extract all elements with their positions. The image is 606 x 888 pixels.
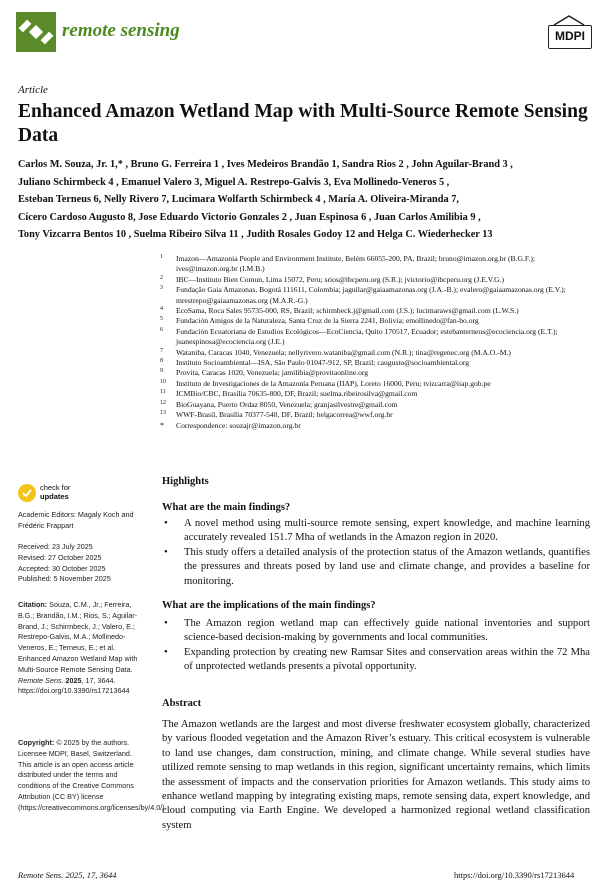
author-list [18, 156, 598, 244]
article-title: Enhanced Amazon Wetland Map with Multi-Source Remote Sensing Data [18, 101, 588, 146]
affiliations [160, 254, 592, 431]
affiliation: 9 Provita, Caracas 1020, Venezuela; jamilibia@provitaonline.org [160, 368, 369, 378]
accepted-date: Accepted: 30 October 2025 [18, 563, 106, 573]
highlights-q2: What are the implications of the main findings? [162, 600, 376, 611]
list-item: • Expanding protection by creating new Ramsar Sites and conservation areas within the 72 Mha of unprotected wetlands presents a pivotal opportunity. [162, 646, 590, 675]
affiliation: 2 IBC—Instituto Bien Comun, Lima 15072, Peru; srios@ibcperu.org (S.R.); jvictorio@ibcperu.org (J.E.V.G.) [160, 274, 505, 284]
citation-text: Souza, C.M., Jr.; Ferreira, B.G.; Brandão, I.M.; Rios, S.; Aguilar-Brand, J.; Schirmbeck, J.; Valero, E.; Restrepo-Galvis, M.A.; Mollinedo-Veneros, E.; Terneus, E.; et al. Enhanced Amazon Wetland Map with Multi-Source Remote Sensing Data. [18, 600, 138, 674]
journal-logo [16, 12, 56, 52]
copyright [18, 738, 167, 814]
check-updates-label-strong: updates [40, 491, 69, 501]
revised-date: Revised: 27 October 2025 [18, 552, 102, 562]
author-line: Juliano Schirmbeck 4 , Emanuel Valero 3, Miguel A. Restrepo-Galvis 3, Eva Mollinedo-Veneros 5 , [18, 176, 450, 188]
abstract-heading: Abstract [162, 698, 202, 709]
author-line: Tony Vizcarra Bentos 10 , Suelma Ribeiro Silva 11 , Judith Rosales Godoy 12 and Helga C. Wiederhecker 13 [18, 229, 493, 240]
affiliation: 6 Fundación Ecuatoriana de Estudios Ecológicos—EcoCiencia, Quito 170517, Ecuador; estebanterneus@ecociencia.org (E.T.); juanespinosa@ecociencia.org (J.E.) [160, 326, 558, 347]
check-updates-label: check for [40, 483, 71, 492]
abstract-text: The Amazon wetlands are the largest and most diverse freshwater ecosystem globally, characterized by various flooded vegetation and the Amazon River’s estuary. This critical ecosystem is vulnerable to land use changes, dam construction, mining, and climate change. While several studies have utilized remote sensing to map wetlands in this region, significant uncertainty remains, which limits the assessment of impacts and the conservation priorities for Amazon wetlands. This study aims to enhance wetland mapping by integrating existing maps, remote sensing data, expert knowledge, and cloud computing via Earth Engine. We developed a harmonized regional wetland classification system [162, 719, 590, 831]
list-item: • This study offers a detailed analysis of the protection status of the Amazon wetlands, quantifies the pressures and threats posed by land use and climate change, and provides a baseline for monitoring. [162, 546, 590, 589]
affiliation: 3 Fundação Gaia Amazonas, Bogotá 111611, Colombia; jaguilar@gaiaamazonas.org (J.A.-B.); evalero@gaiaamazonas.org (E.V.); mrestrepo@gaiaamazonas.org (M.A.R.-G.) [160, 285, 566, 305]
published-date: Published: 5 November 2025 [18, 574, 111, 584]
highlights-q2-list [162, 617, 590, 675]
highlights-q1: What are the main findings? [162, 502, 291, 513]
journal-name: remote sensing [62, 20, 180, 41]
correspondence: * Correspondence: souzajr@imazon.org.br [160, 420, 301, 430]
citation-label: Citation: [18, 600, 48, 609]
footer-citation: Remote Sens. 2025, 17, 3644 [18, 870, 117, 880]
check-updates-icon [18, 484, 36, 502]
affiliation: 1 Imazon—Amazonia People and Environment Institute, Belém 66055-200, PA, Brazil; bruno@imazon.org.br (B.G.F.); ives@imazon.org.br (I.M.B.) [160, 254, 536, 274]
citation-rest: , 17, 3644. https://doi.org/10.3390/rs17213644 [18, 675, 130, 696]
affiliation: 4 EcoSama, Roca Sales 95735-000, RS, Brazil; schirmbeck.j@gmail.com (J.S.); lucimaraws@gmail.com (L.W.S.) [160, 306, 519, 316]
author-line: Carlos M. Souza, Jr. 1,* , Bruno G. Ferreira 1 , Ives Medeiros Brandão 1, Sandra Rios 2 , John Aguilar-Brand 3 , [18, 159, 513, 170]
author-line: Esteban Terneus 6, Nelly Rivero 7, Lucimara Wolfarth Schirmbeck 4 , María A. Oliveira-Miranda 7, [18, 194, 459, 205]
citation-journal: Remote Sens. [18, 675, 64, 685]
dates [18, 542, 143, 585]
check-for-updates-badge[interactable] [18, 484, 98, 504]
affiliation: 11 ICMBio/CBC, Brasília 70635-800, DF, Brazil; suelma.ribeirosilva@gmail.com [160, 389, 418, 399]
affiliation: 12 BioGuayana, Puerto Ordaz 8050, Venezuela; granjasilvestre@gmail.com [160, 399, 398, 409]
publisher-logo: MDPI [548, 25, 592, 49]
article-type: Article [18, 84, 48, 96]
academic-editors: Academic Editors: Magaly Koch and Frédéric Frappart [18, 510, 134, 530]
affiliation: 7 Wataniba, Caracas 1040, Venezuela; nellyrivero.wataniba@gmail.com (N.R.); tina@regenec.org (M.A.O.-M.) [160, 347, 511, 357]
affiliation: 5 Fundación Amigos de la Naturaleza, Santa Cruz de la Sierra 2241, Bolivia; emollinedo@fan-bo.org [160, 316, 479, 326]
list-item: • A novel method using multi-source remote sensing, expert knowledge, and machine learning accurately revealed 151.7 Mha of wetlands in the Amazon region in 2020. [162, 517, 590, 546]
received-date: Received: 23 July 2025 [18, 542, 93, 551]
list-item: • The Amazon region wetland map can effectively guide national inventories and support science-based decision-making by governments and local communities. [162, 617, 590, 646]
highlights-heading: Highlights [162, 476, 209, 487]
copyright-label: Copyright: [18, 738, 55, 747]
footer-doi-link[interactable]: https://doi.org/10.3390/rs17213644 [454, 870, 575, 880]
affiliation: 13 WWF-Brasil, Brasília 70377-540, DF, Brazil; helgacorrea@wwf.org.br [160, 410, 393, 420]
highlights-q1-list [162, 517, 590, 589]
affiliation: 8 Instituto Socioambiental—ISA, São Paulo 01047-912, SP, Brazil; caugusto@socioambiental.org [160, 358, 470, 368]
copyright-text: © 2025 by the authors. Licensee MDPI, Basel, Switzerland. This article is an open access article distributed under the terms and conditions of the Creative Commons Attribution (CC BY) license (https://creativecommons.org/licenses/by/4.0/). [18, 738, 167, 812]
affiliation: 10 Instituto de Investigaciones de la Amazonía Peruana (IIAP), Loreto 16000, Peru; tvizcarra@iiap.gob.pe [160, 378, 491, 388]
author-line: Cícero Cardoso Augusto 8, Jose Eduardo Victorio Gonzales 2 , Juan Espinosa 6 , Juan Carlos Amilibia 9 , [18, 211, 481, 223]
citation-year: 2025 [65, 675, 82, 685]
citation [18, 600, 143, 697]
